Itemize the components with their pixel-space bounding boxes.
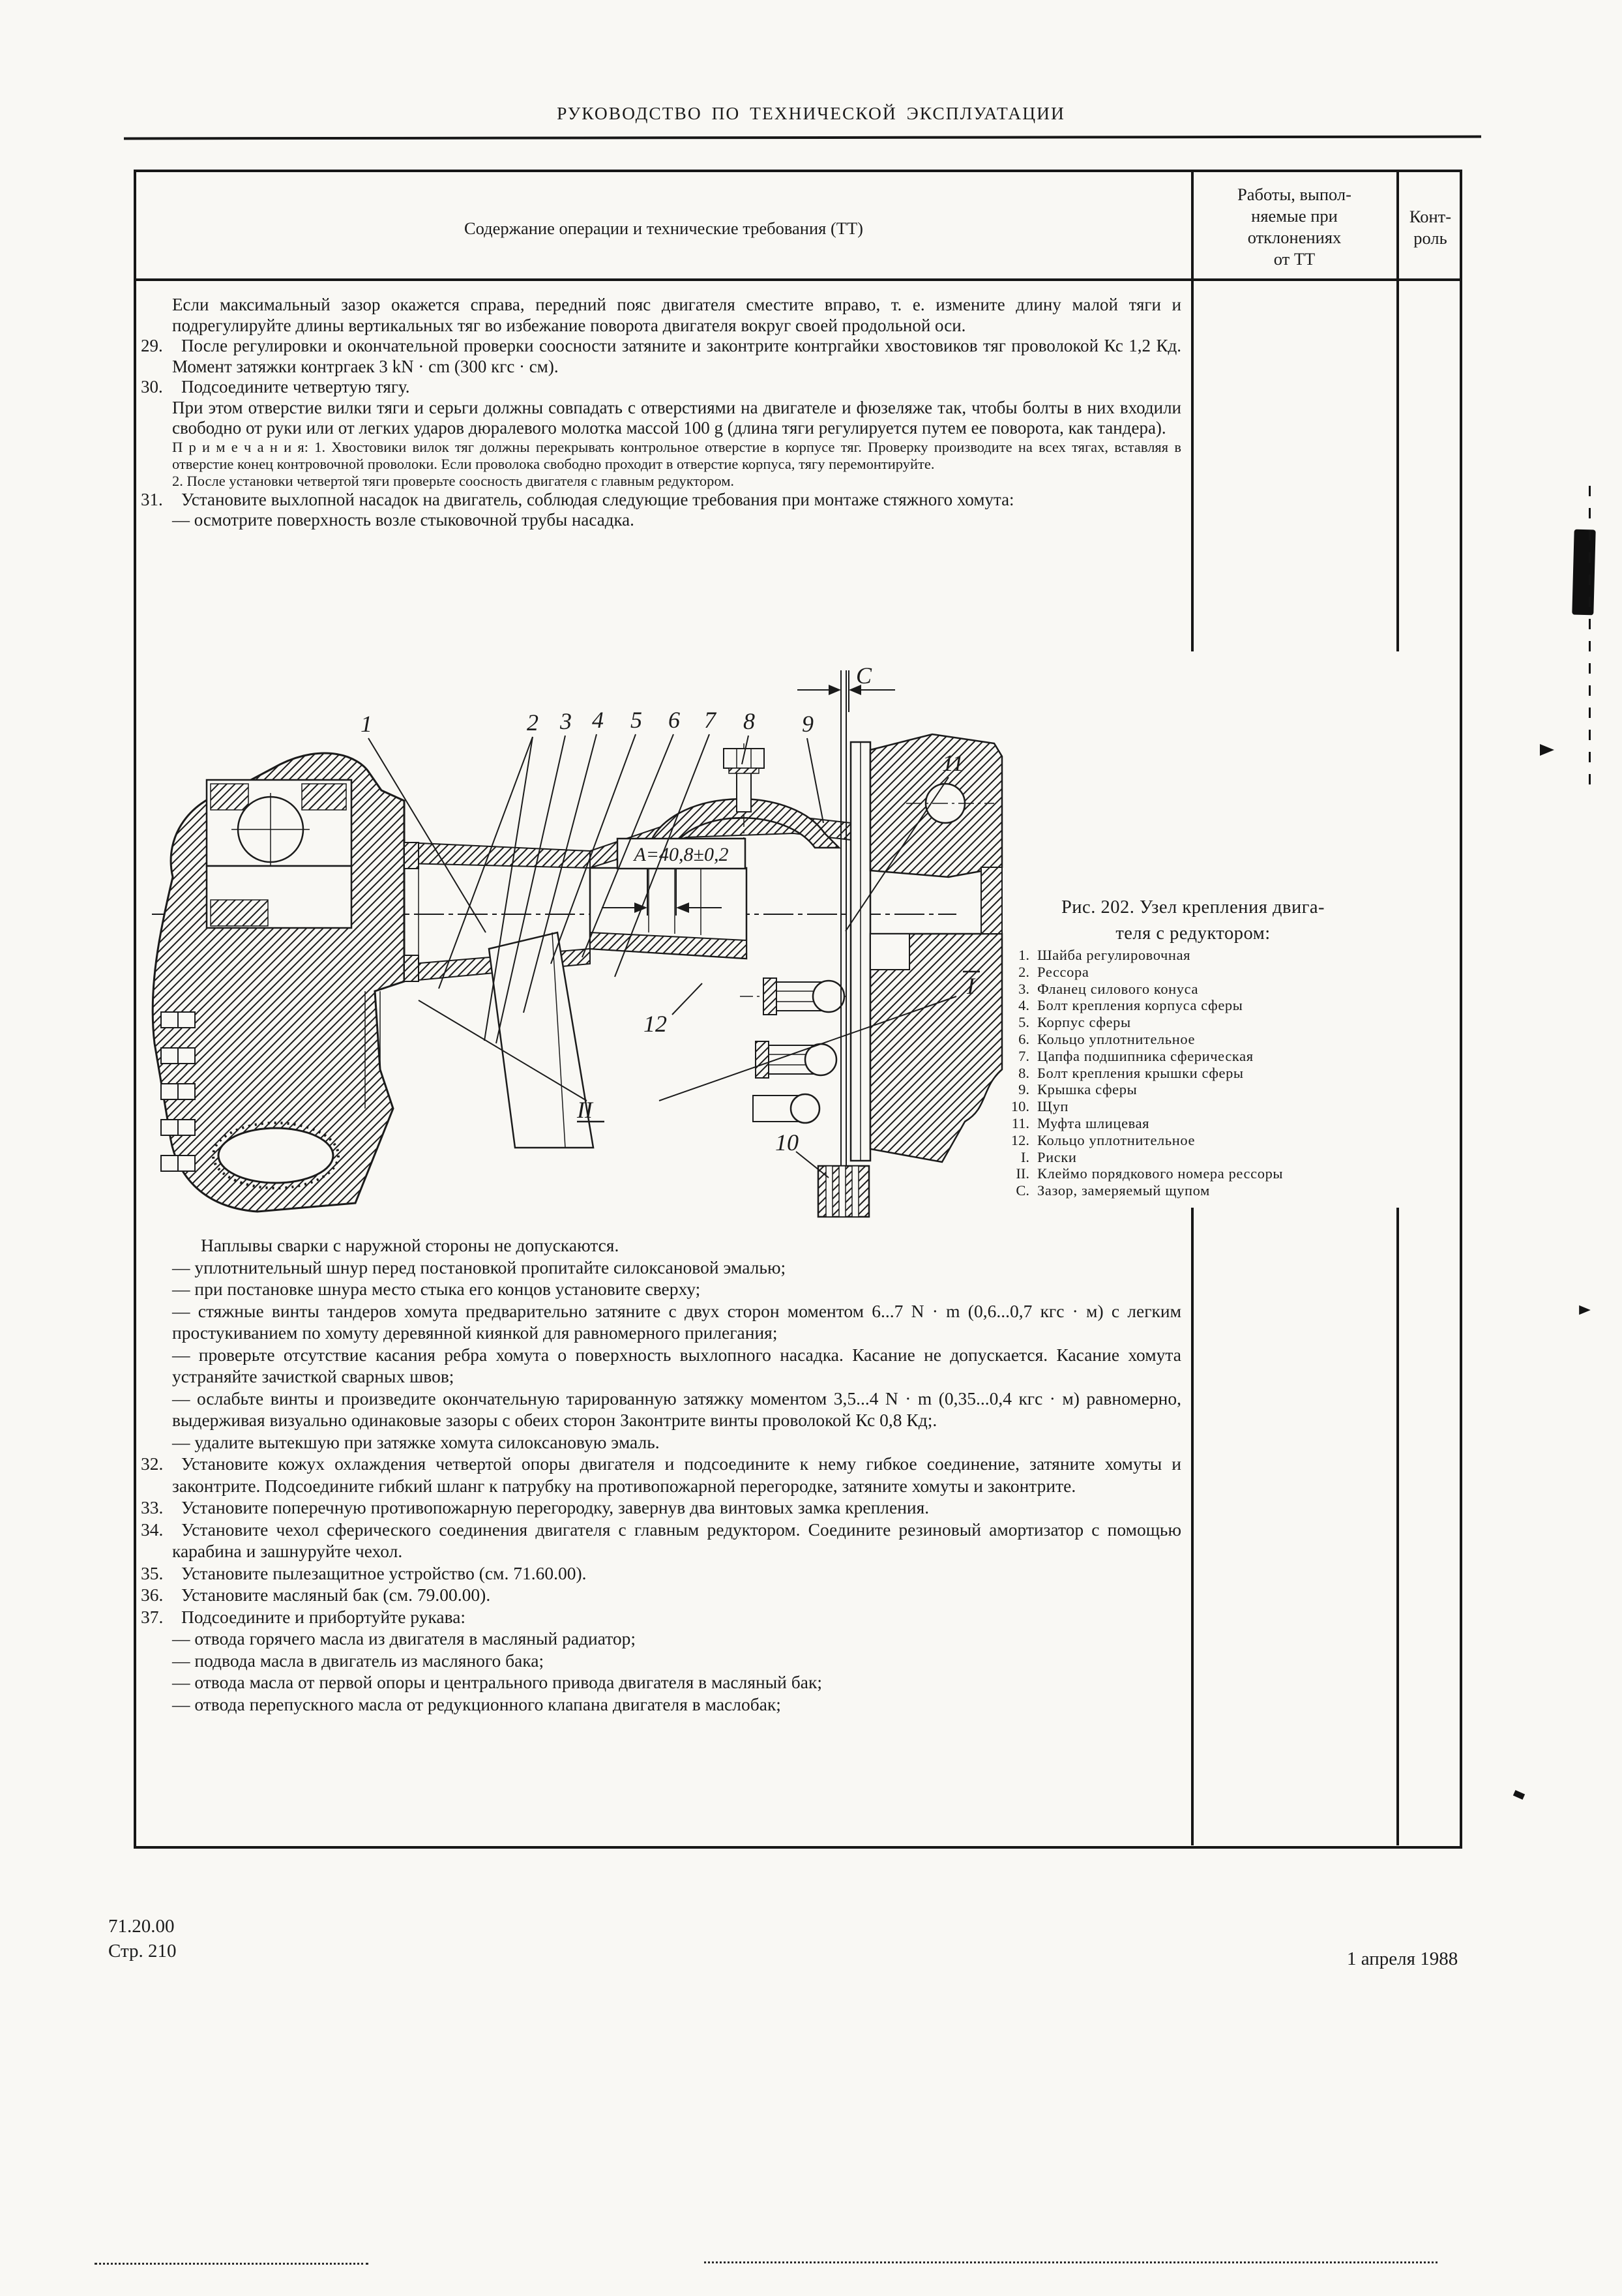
header-line: от ТТ <box>1273 249 1316 269</box>
callout-8: 8 <box>743 708 755 734</box>
figure-parts-list <box>1001 947 1405 1199</box>
part-label: Риски <box>1037 1148 1077 1165</box>
table-divider-col1-lower <box>1191 1208 1194 1845</box>
callout-3: 3 <box>560 708 572 734</box>
callout-9: 9 <box>802 711 814 737</box>
scan-artifact-dotted-rule <box>704 2261 1438 2263</box>
part-number: 2. <box>1018 963 1029 980</box>
parts-list-item <box>1001 1098 1405 1115</box>
part-label: Кольцо уплотнительное <box>1037 1030 1196 1047</box>
parts-list-item <box>1001 1065 1405 1082</box>
part-number: 11. <box>1011 1114 1029 1131</box>
paragraph: При этом отверстие вилки тяги и серьги должны совпадать с отверстиями на двигателе и фюзеляже так, чтобы болты в них входили свободно от руки или от легких ударов дюралевого молотка массой 100 g (длина тяги регулируется путем ее поворота, как тандера). <box>172 397 1181 438</box>
paragraph: Наплывы сварки с наружной стороны не допускаются. <box>201 1235 619 1255</box>
table-header-deviations <box>1192 184 1396 270</box>
header-line: Конт- <box>1409 207 1452 226</box>
paragraph: Если максимальный зазор окажется справа, передний пояс двигателя сместите вправо, т. е. измените длину малой тяги и подрегулируйте длины вертикальных тяг во избежание поворота двигателя вокруг своей продольной оси. <box>172 295 1181 335</box>
figure-caption-line: Рис. 202. Узел крепления двига- <box>1061 897 1325 917</box>
part-number: 4. <box>1018 997 1029 1014</box>
scan-artifact-blob <box>1572 529 1595 616</box>
part-number: C. <box>1016 1182 1029 1199</box>
header-line: роль <box>1413 228 1447 248</box>
part-number: II. <box>1016 1165 1029 1182</box>
parts-list-item <box>1001 981 1405 998</box>
part-number: 3. <box>1018 980 1029 997</box>
dash-list-item: — стяжные винты тандеров хомута предварительно затяните с двух сторон моментом 6...7 N · m (0,6...0,7 кгс · м) с легким простукиванием по хомуту деревянной киянкой для равномерного прилегания; <box>172 1300 1181 1343</box>
step-number: 29. <box>141 336 163 355</box>
header-line: отклонениях <box>1247 228 1342 247</box>
numbered-step: 30. Подсоедините четвертую тягу. <box>141 377 410 396</box>
callout-5: 5 <box>630 707 642 733</box>
part-number: 10. <box>1010 1098 1029 1115</box>
part-label: Муфта шлицевая <box>1037 1114 1150 1131</box>
parts-list-item <box>1001 1115 1405 1132</box>
figure-caption-line: теля с редуктором: <box>1115 923 1271 944</box>
part-label: Цапфа подшипника сферическая <box>1037 1047 1254 1064</box>
dash-list-item: — отвода масла от первой опоры и центрального привода двигателя в масляный бак; <box>172 1672 822 1692</box>
footer-doc-number: 71.20.00 <box>108 1916 175 1937</box>
numbered-step: 32. Установите кожух охлаждения четвертой опоры двигателя и подсоедините к нему гибкое соединение, затяните хомуты и законтрите. Подсоедините гибкий шланг к патрубку на противопожарной перегородке, затяните хомуты и законтрите. <box>141 1454 1181 1496</box>
part-number: 9. <box>1018 1081 1029 1098</box>
parts-list-item <box>1001 1081 1405 1098</box>
dash-list-item: — осмотрите поверхность возле стыковочной трубы насадка. <box>172 510 634 529</box>
callout-11: 11 <box>942 750 964 776</box>
dash-list-item: — подвода масла в двигатель из масляного бака; <box>172 1650 544 1671</box>
part-label: Болт крепления корпуса сферы <box>1037 997 1243 1014</box>
footer-date: 1 апреля 1988 <box>1347 1948 1458 1969</box>
parts-list-item <box>1001 1165 1405 1182</box>
part-number: 1. <box>1018 947 1029 963</box>
dash-list-item: — удалите вытекшую при затяжке хомута силоксановую эмаль. <box>172 1431 660 1452</box>
label-dim-a: A=40,8±0,2 <box>634 844 729 865</box>
numbered-step: 29. После регулировки и окончательной проверки соосности затяните и законтрите контргайки хвостовиков тяг проволокой Кс 1,2 Кд. Момент затяжки контргаек 3 kN · cm (300 кгс · см). <box>141 336 1181 376</box>
scan-artifact-arrow <box>1579 1305 1591 1315</box>
figure-202-drawing <box>134 652 1007 1226</box>
step-number: 36. <box>141 1585 164 1605</box>
dash-list-item: — при постановке шнура место стыка его концов установите сверху; <box>172 1279 701 1299</box>
part-label: Зазор, замеряемый щупом <box>1037 1182 1210 1199</box>
callout-6: 6 <box>668 707 680 733</box>
note-text: П р и м е ч а н и я: 1. Хвостовики вилок тяг должны перекрывать контрольное отверстие в корпусе тяг. Проверку производите на всех тягах, вставляя в отверстие конец контровочной проволоки. Если проволока свободно проходит в отверстие корпуса, тягу перемонтируйте. <box>172 438 1181 472</box>
title-rule <box>124 136 1481 140</box>
label-dim-c: C <box>856 663 872 689</box>
numbered-step: 33. Установите поперечную противопожарную перегородку, завернув два винтовых замка крепления. <box>141 1497 930 1517</box>
part-label: Крышка сферы <box>1037 1081 1138 1098</box>
table-header-operations: Содержание операции и технические требования (ТТ) <box>464 218 863 238</box>
parts-list-item <box>1001 1132 1405 1149</box>
callout-1: 1 <box>361 711 372 737</box>
numbered-step: 34. Установите чехол сферического соединения двигателя с главным редуктором. Соедините резиновый амортизатор с помощью карабина и зашнуруйте чехол. <box>141 1519 1181 1561</box>
part-number: 8. <box>1018 1064 1029 1081</box>
page-title: РУКОВОДСТВО ПО ТЕХНИЧЕСКОЙ ЭКСПЛУАТАЦИИ <box>557 103 1065 123</box>
footer-page-number: Стр. 210 <box>108 1941 177 1961</box>
part-label: Болт крепления крышки сферы <box>1037 1064 1244 1081</box>
step-number: 37. <box>141 1606 164 1627</box>
part-number: 7. <box>1018 1047 1029 1064</box>
operation-text-upper <box>141 295 1181 531</box>
note-text: 2. После установки четвертой тяги проверьте соосность двигателя с главным редуктором. <box>172 472 735 489</box>
step-number: 34. <box>141 1519 164 1540</box>
numbered-step: 31. Установите выхлопной насадок на двигатель, соблюдая следующие требования при монтаже стяжного хомута: <box>141 489 1014 509</box>
header-line: няемые при <box>1251 206 1338 226</box>
dash-list-item: — отвода перепускного масла от редукционного клапана двигателя в маслобак; <box>172 1693 781 1714</box>
part-label: Рессора <box>1037 963 1089 980</box>
dash-list-item: — уплотнительный шнур перед постановкой пропитайте силоксановой эмалью; <box>172 1257 786 1277</box>
figure-202 <box>134 652 1462 1232</box>
table-divider-col2-lower <box>1396 1208 1399 1845</box>
part-label: Кольцо уплотнительное <box>1037 1131 1196 1148</box>
part-label: Щуп <box>1037 1098 1069 1115</box>
dash-list-item: — ослабьте винты и произведите окончательную тарированную затяжку моментом 3,5...4 N · m (0,35...0,4 кгс · м) равномерно, выдерживая визуально одинаковые зазоры с обеих сторон Законтрите винты проволокой Кс 0,8 Кд;. <box>172 1388 1181 1430</box>
parts-list-item <box>1001 1031 1405 1048</box>
parts-list-item <box>1001 997 1405 1014</box>
scan-artifact-dashes <box>1589 486 1591 792</box>
part-number: 5. <box>1018 1014 1029 1031</box>
label-12: 12 <box>643 1011 667 1037</box>
part-number: I. <box>1020 1148 1029 1165</box>
callout-4: 4 <box>592 707 604 733</box>
numbered-step: 35. Установите пылезащитное устройство (см. 71.60.00). <box>141 1562 587 1583</box>
label-i: I <box>967 973 975 999</box>
step-number: 31. <box>141 489 163 509</box>
callout-2: 2 <box>527 709 538 736</box>
part-number: 12. <box>1010 1131 1029 1148</box>
dash-list-item: — проверьте отсутствие касания ребра хомута о поверхность выхлопного насадка. Касание не допускается. Касание хомута устраняйте зачисткой сварных швов; <box>172 1344 1181 1386</box>
parts-list-item <box>1001 1048 1405 1065</box>
step-number: 32. <box>141 1454 164 1474</box>
part-label: Шайба регулировочная <box>1037 947 1191 963</box>
callout-7: 7 <box>704 707 716 733</box>
scan-artifact-dotted-rule <box>95 2263 368 2265</box>
part-label: Клеймо порядкового номера рессоры <box>1037 1165 1284 1182</box>
step-number: 35. <box>141 1562 164 1583</box>
operation-text-lower <box>141 1234 1181 1715</box>
step-number: 33. <box>141 1497 164 1517</box>
part-number: 6. <box>1018 1030 1029 1047</box>
dash-list-item: — отвода горячего масла из двигателя в масляный радиатор; <box>172 1628 636 1648</box>
numbered-step: 36. Установите масляный бак (см. 79.00.00). <box>141 1585 491 1605</box>
figure-caption <box>997 895 1389 947</box>
parts-list-item <box>1001 1182 1405 1199</box>
parts-list-item <box>1001 1149 1405 1166</box>
table-header-divider <box>136 278 1460 281</box>
table-header-control <box>1398 206 1463 249</box>
header-line: Работы, выпол- <box>1237 185 1351 204</box>
label-10: 10 <box>775 1129 799 1155</box>
scan-artifact-arrow <box>1540 744 1554 756</box>
parts-list-item <box>1001 1014 1405 1031</box>
parts-list-item <box>1001 964 1405 981</box>
numbered-step: 37. Подсоедините и прибортуйте рукава: <box>141 1606 466 1627</box>
label-ii: II <box>577 1097 593 1123</box>
part-label: Фланец силового конуса <box>1037 980 1199 997</box>
step-number: 30. <box>141 377 163 396</box>
part-label: Корпус сферы <box>1037 1014 1131 1031</box>
scan-artifact-mark <box>1513 1790 1525 1800</box>
parts-list-item <box>1001 947 1405 964</box>
